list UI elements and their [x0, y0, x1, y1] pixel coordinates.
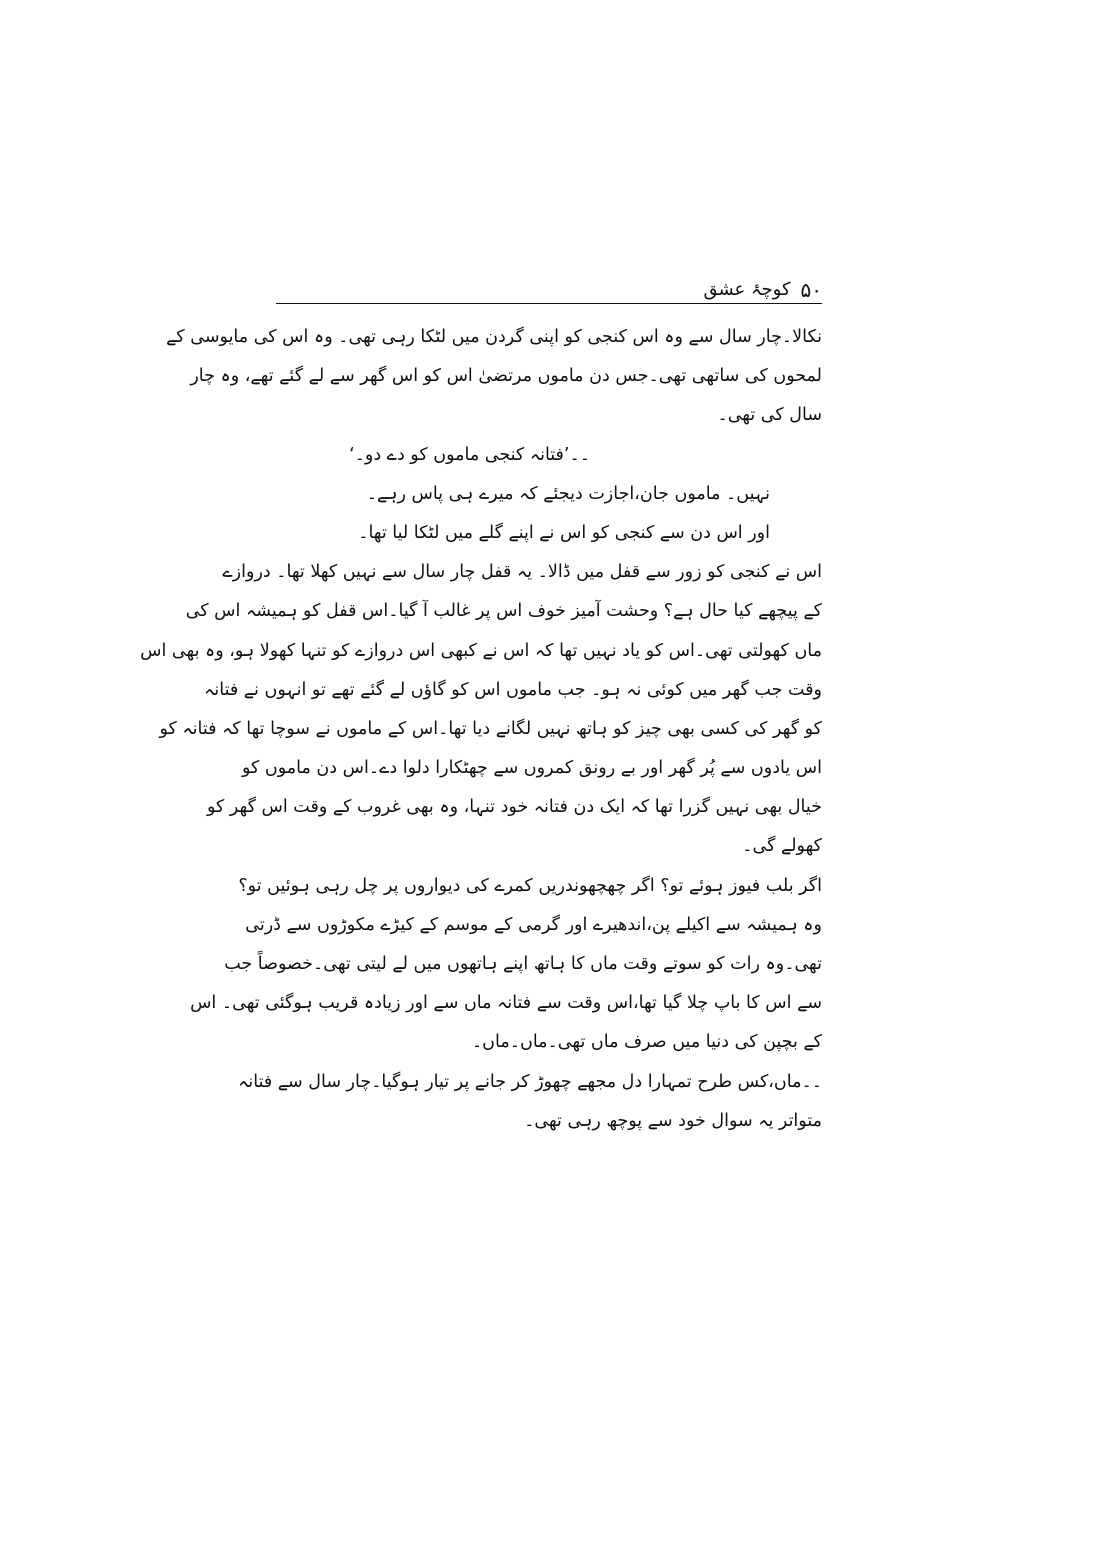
book-title: کوچۂ عشق: [703, 279, 791, 300]
text-line: تھی۔وہ رات کو سوتے وقت ماں کا ہاتھ اپنے ہاتھوں میں لے لیتی تھی۔خصوصاً جب: [224, 954, 822, 974]
text-line: خیال بھی نہیں گزرا تھا کہ ایک دن فتانہ خود تنہا، وہ بھی غروب کے وقت اس گھر کو: [206, 797, 822, 818]
text-line: نکالا۔چار سال سے وہ اس کنجی کو اپنی گردن میں لٹکا رہی تھی۔ وہ اس کی مایوسی کے: [166, 327, 822, 347]
text-line: نہیں۔ ماموں جان،اجازت دیجئے کہ میرے ہی پاس رہے۔: [366, 483, 770, 504]
page-number: ۵۰: [800, 278, 822, 302]
text-body: [140, 318, 822, 1141]
header-rule: [276, 303, 822, 304]
text-line: وقت جب گھر میں کوئی نہ ہو۔ جب ماموں اس کو گاؤں لے گئے تھے تو انہوں نے فتانہ: [204, 679, 822, 700]
text-line: اور اس دن سے کنجی کو اس نے اپنے گلے میں لٹکا لیا تھا۔: [358, 522, 770, 543]
text-line: کھولے گی۔: [742, 836, 822, 857]
text-line: سے اس کا باپ چلا گیا تھا،اس وقت سے فتانہ ماں سے اور زیادہ قریب ہوگئی تھی۔ اس: [190, 993, 822, 1014]
text-line: اس یادوں سے پُر گھر اور بے رونق کمروں سے چھٹکارا دلوا دے۔اس دن ماموں کو: [241, 758, 822, 779]
text-line: متواتر یہ سوال خود سے پوچھ رہی تھی۔: [524, 1110, 822, 1131]
text-line: کے پیچھے کیا حال ہے؟ وحشت آمیز خوف اس پر غالب آ گیا۔اس قفل کو ہمیشہ اس کی: [185, 601, 822, 622]
page-header: [276, 276, 822, 302]
text-line: لمحوں کی ساتھی تھی۔جس دن ماموں مرتضیٰ اس کو اس گھر سے لے گئے تھے، وہ چار: [190, 366, 822, 387]
text-line: اس نے کنجی کو زور سے قفل میں ڈالا۔ یہ قفل چار سال سے نہیں کھلا تھا۔ دروازے: [222, 562, 822, 583]
text-line: ۔۔ماں،کس طرح تمہارا دل مجھے چھوڑ کر جانے پر تیار ہوگیا۔چار سال سے فتانہ: [238, 1071, 822, 1092]
text-line: سال کی تھی۔: [717, 405, 822, 426]
text-line: کے بچپن کی دنیا میں صرف ماں تھی۔ماں۔ماں۔: [471, 1032, 822, 1053]
text-line: ماں کھولتی تھی۔اس کو یاد نہیں تھا کہ اس نے کبھی اس دروازے کو تنہا کھولا ہو، وہ بھی اس: [140, 640, 822, 661]
text-line: اگر بلب فیوز ہوئے تو؟ اگر چھچھوندریں کمرے کی دیواروں پر چل رہی ہوئیں تو؟: [238, 875, 822, 896]
text-line: وہ ہمیشہ سے اکیلے پن،اندھیرے اور گرمی کے موسم کے کیڑے مکوڑوں سے ڈرتی: [245, 914, 822, 935]
text-line: ۔۔’فتانہ کنجی ماموں کو دے دو۔‘: [349, 444, 590, 465]
text-line: کو گھر کی کسی بھی چیز کو ہاتھ نہیں لگانے دیا تھا۔اس کے ماموں نے سوچا تھا کہ فتانہ کو: [159, 718, 822, 739]
